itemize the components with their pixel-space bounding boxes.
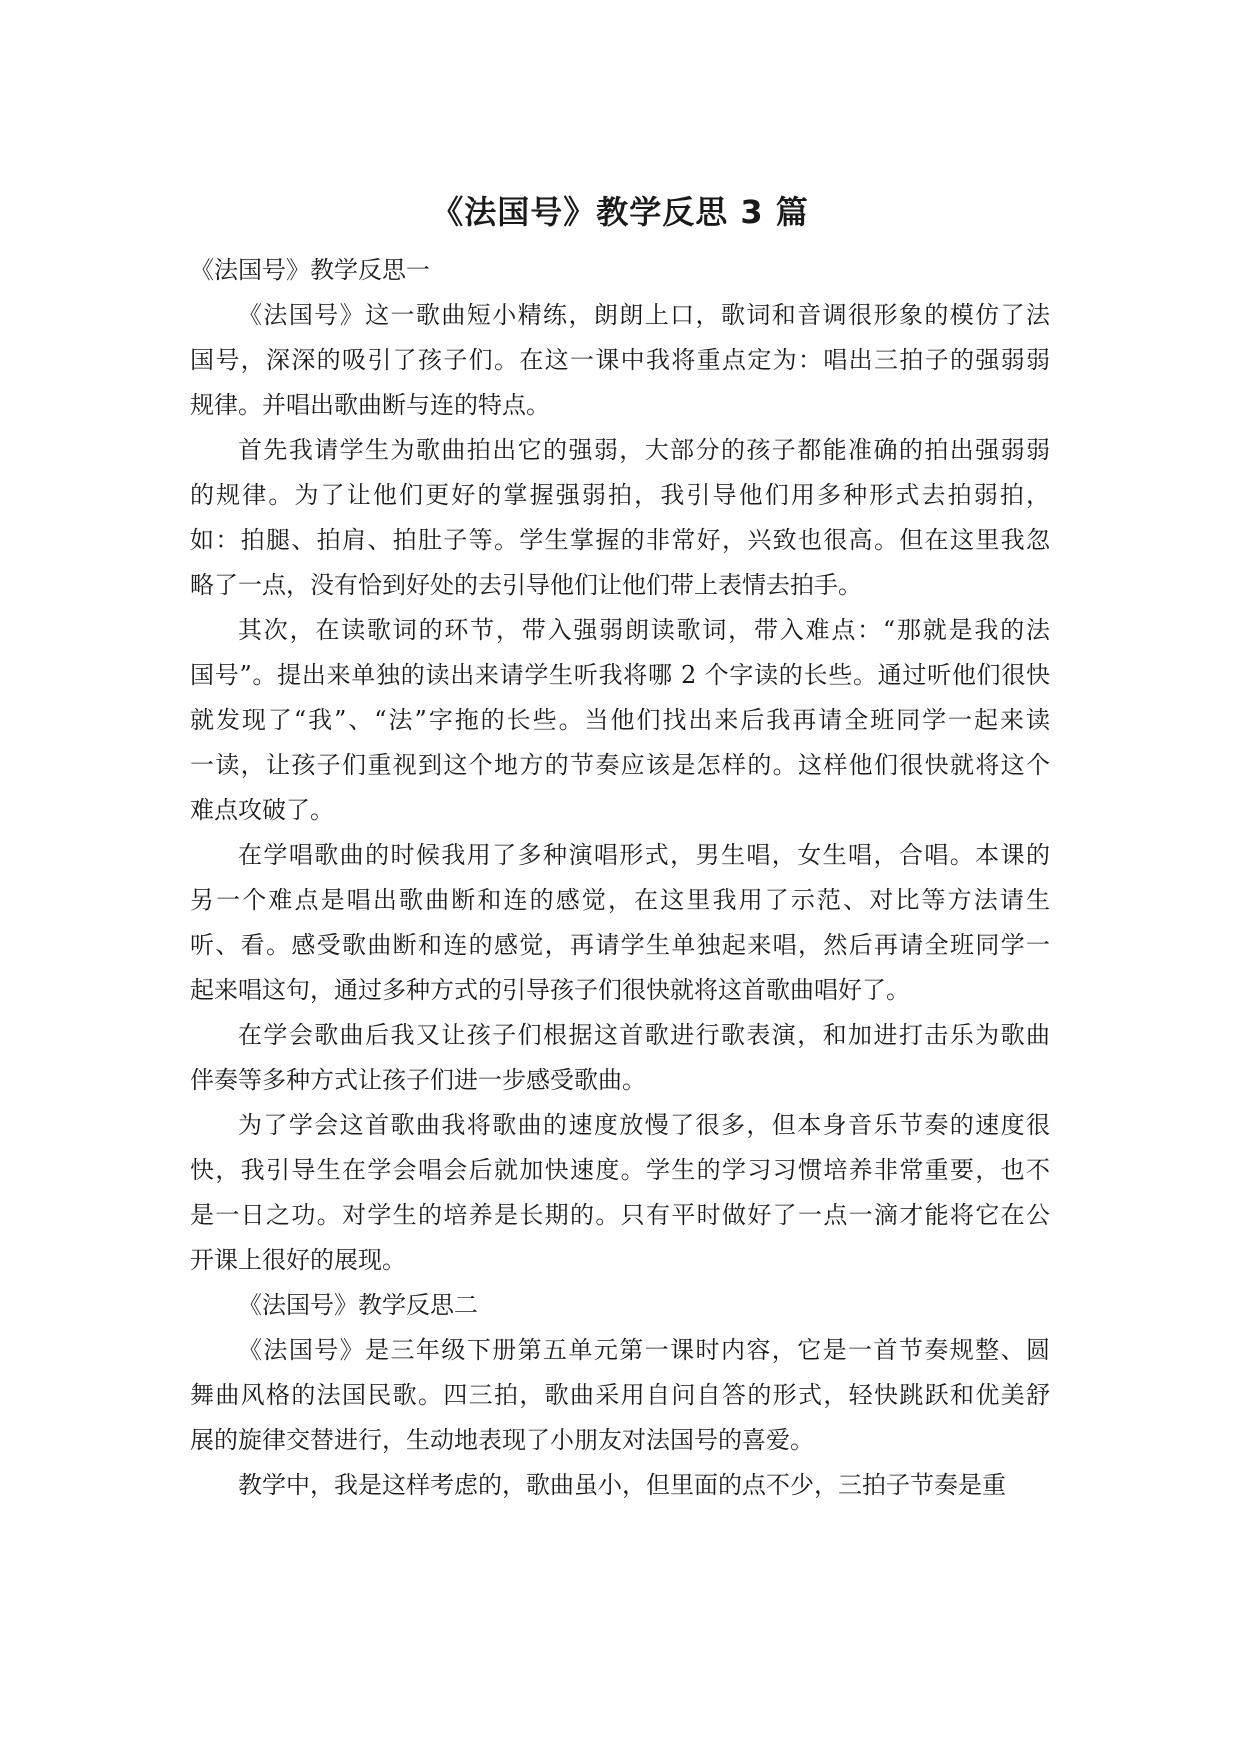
text-line: 伴奏等多种方式让孩子们进一步感受歌曲。: [190, 1066, 646, 1094]
text-line: 其次，在读歌词的环节，带入强弱朗读歌词，带入难点：“那就是我的法: [238, 616, 1050, 644]
text-line: 舞曲风格的法国民歌。四三拍，歌曲采用自问自答的形式，轻快跳跃和优美舒: [190, 1381, 1050, 1409]
text-line: 《法国号》教学反思二: [238, 1291, 478, 1319]
text-line: 《法国号》这一歌曲短小精练，朗朗上口，歌词和音调很形象的模仿了法: [238, 301, 1050, 329]
paragraph: [190, 833, 1050, 1013]
text-line: 听、看。感受歌曲断和连的感觉，再请学生单独起来唱，然后再请全班同学一: [190, 931, 1050, 959]
text-line: 教学中，我是这样考虑的，歌曲虽小，但里面的点不少，三拍子节奏是重: [238, 1471, 1006, 1499]
paragraph: [190, 428, 1050, 608]
section-subheading: [190, 1283, 1050, 1328]
text-line: 开课上很好的展现。: [190, 1246, 406, 1274]
text-line: 在学会歌曲后我又让孩子们根据这首歌进行歌表演，和加进打击乐为歌曲: [238, 1021, 1050, 1049]
text-line: 就发现了“我”、“法”字拖的长些。当他们找出来后我再请全班同学一起来读: [190, 706, 1050, 734]
text-line: 首先我请学生为歌曲拍出它的强弱，大部分的孩子都能准确的拍出强弱弱: [238, 436, 1050, 464]
paragraph: [190, 1328, 1050, 1463]
text-line: 的规律。为了让他们更好的掌握强弱拍，我引导他们用多种形式去拍弱拍，: [190, 481, 1050, 509]
text-line: 为了学会这首歌曲我将歌曲的速度放慢了很多，但本身音乐节奏的速度很: [238, 1111, 1050, 1139]
text-line: 另一个难点是唱出歌曲断和连的感觉，在这里我用了示范、对比等方法请生: [190, 886, 1050, 914]
text-line: 快，我引导生在学会唱会后就加快速度。学生的学习习惯培养非常重要，也不: [190, 1156, 1050, 1184]
document-body: [190, 248, 1050, 1508]
paragraph: [190, 1463, 1050, 1508]
paragraph: [190, 1103, 1050, 1283]
text-line: 《法国号》教学反思一: [190, 256, 430, 284]
text-line: 起来唱这句，通过多种方式的引导孩子们很快就将这首歌曲唱好了。: [190, 976, 910, 1004]
text-line: 规律。并唱出歌曲断与连的特点。: [190, 391, 550, 419]
text-line: 如：拍腿、拍肩、拍肚子等。学生掌握的非常好，兴致也很高。但在这里我忽: [190, 526, 1050, 554]
section-heading: [190, 248, 1050, 293]
text-line: 在学唱歌曲的时候我用了多种演唱形式，男生唱，女生唱，合唱。本课的: [238, 841, 1050, 869]
document-title: 《法国号》教学反思 3 篇: [431, 193, 809, 231]
document-page: [190, 190, 1050, 1508]
text-line: 一读，让孩子们重视到这个地方的节奏应该是怎样的。这样他们很快就将这个: [190, 751, 1050, 779]
text-line: 难点攻破了。: [190, 796, 334, 824]
paragraph: [190, 1013, 1050, 1103]
text-line: 是一日之功。对学生的培养是长期的。只有平时做好了一点一滴才能将它在公: [190, 1201, 1050, 1229]
text-line: 略了一点，没有恰到好处的去引导他们让他们带上表情去拍手。: [190, 571, 862, 599]
text-line: 《法国号》是三年级下册第五单元第一课时内容，它是一首节奏规整、圆: [238, 1336, 1050, 1364]
paragraph: [190, 608, 1050, 833]
paragraph: [190, 293, 1050, 428]
text-line: 国号，深深的吸引了孩子们。在这一课中我将重点定为：唱出三拍子的强弱弱: [190, 346, 1050, 374]
text-line: 国号”。提出来单独的读出来请学生听我将哪 2 个字读的长些。通过听他们很快: [190, 661, 1050, 689]
text-line: 展的旋律交替进行，生动地表现了小朋友对法国号的喜爱。: [190, 1426, 814, 1454]
